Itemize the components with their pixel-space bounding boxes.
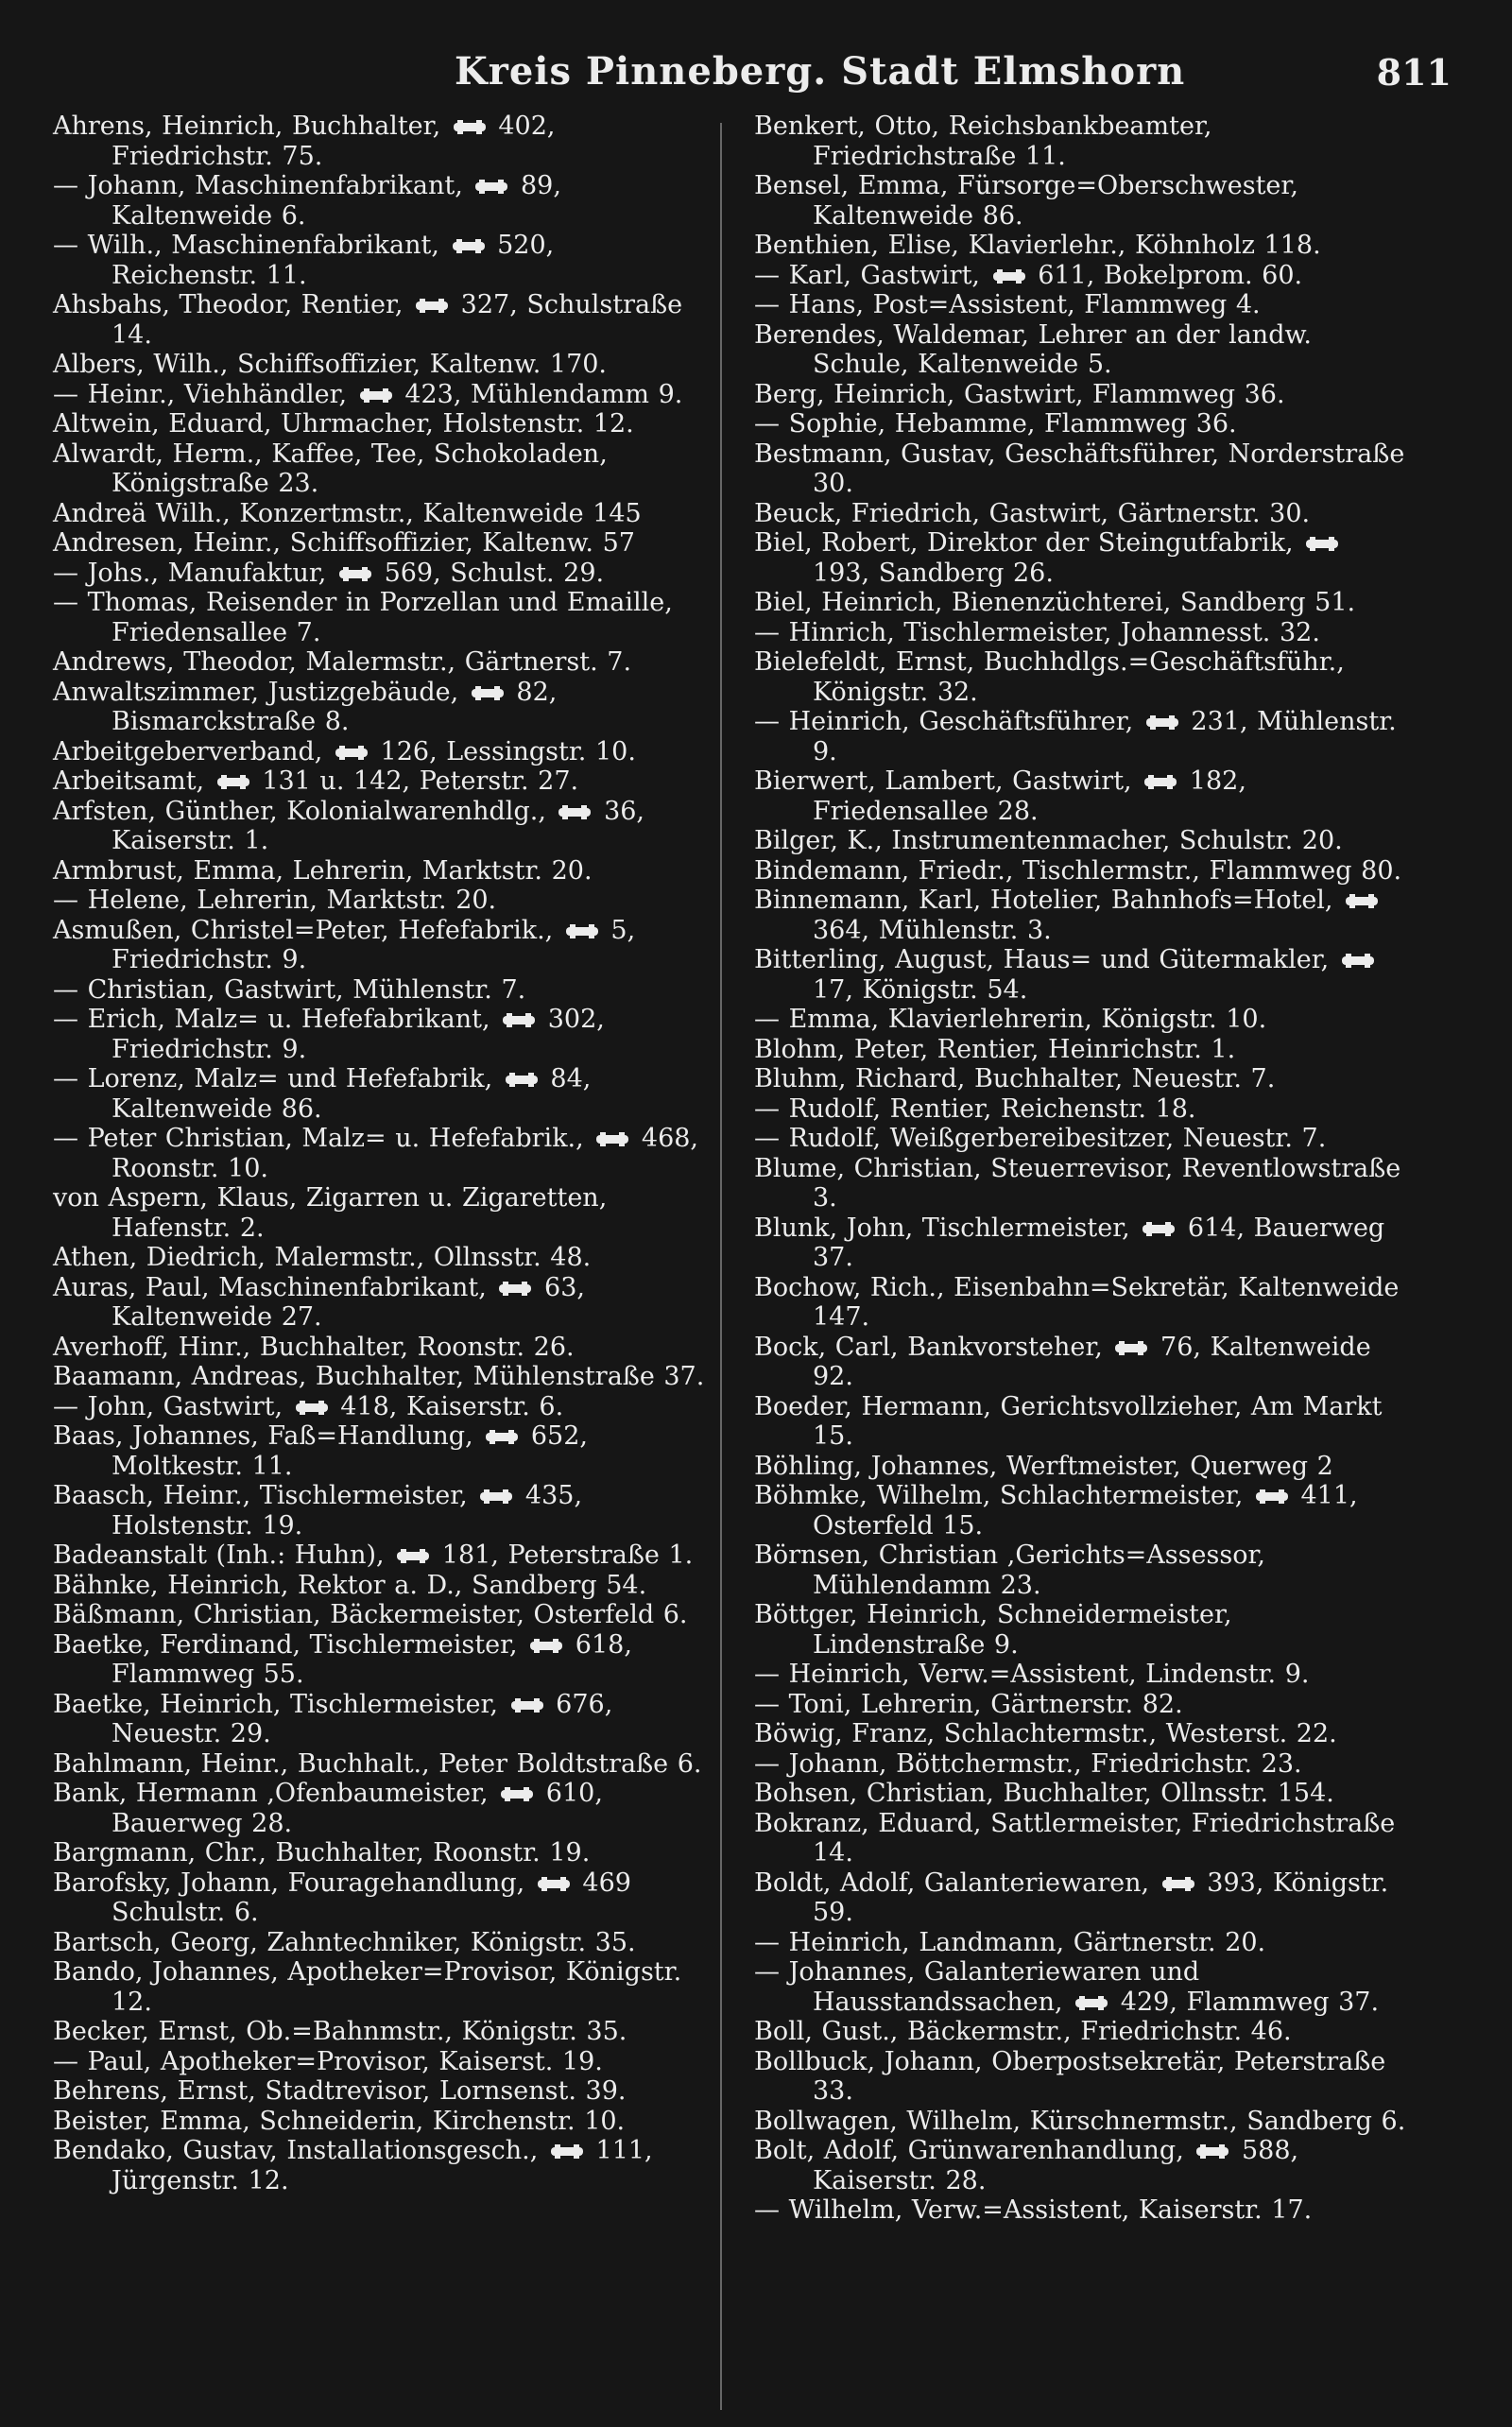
directory-entry: — Heinr., Viehhändler, 423, Mühlendamm 9. xyxy=(53,379,683,409)
directory-entry: — Peter Christian, Malz= u. Hefefabrik., 468, Roonstr. 10. xyxy=(53,1124,699,1183)
directory-entry: — Helene, Lehrerin, Marktstr. 20. xyxy=(53,886,497,915)
directory-entry: Bestmann, Gustav, Geschäftsführer, Norderstraße 30. xyxy=(754,439,1405,498)
telephone-icon xyxy=(530,1639,562,1653)
directory-entry: Baetke, Ferdinand, Tischlermeister, 618, Flammweg 55. xyxy=(53,1629,632,1689)
telephone-icon xyxy=(486,1430,518,1444)
directory-entry: Biel, Robert, Direktor der Steingutfabrik, 193, Sandberg 26. xyxy=(754,528,1406,588)
running-head xyxy=(53,42,1452,108)
directory-entry: Bensel, Emma, Fürsorge=Oberschwester, Kaltenweide 86. xyxy=(754,171,1298,231)
telephone-icon xyxy=(296,1401,328,1415)
telephone-icon xyxy=(596,1132,628,1146)
directory-entry: Bargmann, Chr., Buchhalter, Roonstr. 19. xyxy=(53,1838,591,1868)
directory-entry: Beuck, Friedrich, Gastwirt, Gärtnerstr. 30. xyxy=(754,498,1311,528)
directory-entry: — Heinrich, Geschäftsführer, 231, Mühlenstr. 9. xyxy=(754,707,1397,766)
directory-entry: Bilger, K., Instrumentenmacher, Schulstr. 20. xyxy=(754,826,1343,855)
telephone-icon xyxy=(339,567,371,581)
directory-entry: — Karl, Gastwirt, 611, Bokelprom. 60. xyxy=(754,260,1303,290)
directory-entry: Asmußen, Christel=Peter, Hefefabrik., 5, Friedrichstr. 9. xyxy=(53,915,636,974)
directory-entry: Arfsten, Günther, Kolonialwarenhdlg., 36, Kaiserstr. 1. xyxy=(53,796,645,855)
telephone-icon xyxy=(217,775,249,789)
directory-entry: Berg, Heinrich, Gastwirt, Flammweg 36. xyxy=(754,379,1285,409)
directory-entry: Altwein, Eduard, Uhrmacher, Holstenstr. 12. xyxy=(53,409,634,439)
directory-entry: Bank, Hermann ,Ofenbaumeister, 610, Bauerweg 28. xyxy=(53,1779,603,1838)
directory-entry: Boll, Gust., Bäckermstr., Friedrichstr. 46. xyxy=(754,2017,1292,2046)
directory-entry: Baas, Johannes, Faß=Handlung, 652, Moltkestr. 11. xyxy=(53,1421,588,1481)
directory-entry: Böhling, Johannes, Werftmeister, Querweg 2 xyxy=(754,1451,1333,1481)
telephone-icon xyxy=(1146,715,1178,730)
directory-entry: Bindemann, Friedr., Tischlermstr., Flammweg 80. xyxy=(754,855,1402,886)
directory-entry: Berendes, Waldemar, Lehrer an der landw. Schule, Kaltenweide 5. xyxy=(754,319,1312,379)
telephone-icon xyxy=(454,120,486,134)
telephone-icon xyxy=(475,180,507,194)
directory-entry: Benkert, Otto, Reichsbankbeamter, Friedrichstraße 11. xyxy=(754,112,1212,171)
telephone-icon xyxy=(360,388,392,403)
directory-entry: — Heinrich, Landmann, Gärtnerstr. 20. xyxy=(754,1927,1266,1957)
directory-entry: — Paul, Apotheker=Provisor, Kaiserst. 19. xyxy=(53,2046,603,2076)
directory-entry: Becker, Ernst, Ob.=Bahnmstr., Königstr. 35. xyxy=(53,2017,627,2046)
directory-entry: Albers, Wilh., Schiffsoffizier, Kaltenw. 170. xyxy=(53,350,608,379)
directory-entry: Alwardt, Herm., Kaffee, Tee, Schokoladen, Königstraße 23. xyxy=(53,439,608,498)
directory-entry: Baasch, Heinr., Tischlermeister, 435, Holstenstr. 19. xyxy=(53,1481,583,1541)
directory-entry: von Aspern, Klaus, Zigarren u. Zigaretten, Hafenstr. 2. xyxy=(53,1183,608,1243)
telephone-icon xyxy=(558,805,591,819)
left-column xyxy=(53,112,705,2195)
directory-entry: Biel, Heinrich, Bienenzüchterei, Sandberg 51. xyxy=(754,588,1356,617)
directory-entry: Bolt, Adolf, Grünwarenhandlung, 588, Kaiserstr. 28. xyxy=(754,2136,1299,2195)
telephone-icon xyxy=(1346,894,1378,908)
directory-entry: — Johann, Maschinenfabrikant, 89, Kaltenweide 6. xyxy=(53,171,561,231)
directory-entry: Blunk, John, Tischlermeister, 614, Bauerweg 37. xyxy=(754,1213,1385,1272)
directory-entry: Börnsen, Christian ,Gerichts=Assessor, Mühlendamm 23. xyxy=(754,1541,1265,1600)
directory-entry: Bochow, Rich., Eisenbahn=Sekretär, Kaltenweide 147. xyxy=(754,1272,1400,1332)
directory-entry: — Christian, Gastwirt, Mühlenstr. 7. xyxy=(53,974,526,1005)
telephone-icon xyxy=(480,1489,512,1504)
directory-entry: Bollwagen, Wilhelm, Kürschnermstr., Sandberg 6. xyxy=(754,2106,1406,2136)
directory-entry: — Rudolf, Rentier, Reichenstr. 18. xyxy=(754,1093,1196,1124)
directory-entry: Andreä Wilh., Konzertmstr., Kaltenweide 145 xyxy=(53,498,642,528)
directory-entry: Blume, Christian, Steuerrevisor, Reventlowstraße 3. xyxy=(754,1153,1401,1213)
directory-entry: — John, Gastwirt, 418, Kaiserstr. 6. xyxy=(53,1391,564,1421)
directory-entry: Anwaltszimmer, Justizgebäude, 82, Bismarckstraße 8. xyxy=(53,677,558,736)
directory-entry: Bielefeldt, Ernst, Buchhdlgs.=Geschäftsführ., Königstr. 32. xyxy=(754,647,1345,707)
column-divider xyxy=(720,123,722,2410)
telephone-icon xyxy=(335,746,368,760)
telephone-icon xyxy=(472,686,504,700)
directory-entry: Barofsky, Johann, Fouragehandlung, 469 Schulstr. 6. xyxy=(53,1868,631,1927)
directory-entry: — Thomas, Reisender in Porzellan und Emaille, Friedensallee 7. xyxy=(53,588,673,647)
telephone-icon xyxy=(506,1073,538,1087)
directory-entry: Averhoff, Hinr., Buchhalter, Roonstr. 26. xyxy=(53,1332,575,1362)
directory-entry: — Erich, Malz= u. Hefefabrikant, 302, Friedrichstr. 9. xyxy=(53,1005,605,1064)
telephone-icon xyxy=(1144,775,1177,789)
directory-entry: Behrens, Ernst, Stadtrevisor, Lornsenst. 39. xyxy=(53,2076,627,2106)
telephone-icon xyxy=(1162,1877,1194,1891)
directory-entry: — Sophie, Hebamme, Flammweg 36. xyxy=(754,409,1237,439)
telephone-icon xyxy=(453,239,485,253)
directory-entry: — Heinrich, Verw.=Assistent, Lindenstr. 9. xyxy=(754,1660,1310,1689)
telephone-icon xyxy=(511,1698,543,1713)
directory-entry: Andresen, Heinr., Schiffsoffizier, Kaltenw. 57 xyxy=(53,528,635,558)
telephone-icon xyxy=(397,1549,429,1563)
directory-entry: Blohm, Peter, Rentier, Heinrichstr. 1. xyxy=(754,1034,1236,1064)
telephone-icon xyxy=(499,1282,531,1296)
directory-entry: Bendako, Gustav, Installationsgesch., 111, Jürgenstr. 12. xyxy=(53,2136,653,2195)
directory-entry: Bahlmann, Heinr., Buchhalt., Peter Boldtstraße 6. xyxy=(53,1748,702,1779)
directory-entry: Böwig, Franz, Schlachtermstr., Westerst. 22. xyxy=(754,1719,1337,1748)
directory-entry: — Hans, Post=Assistent, Flammweg 4. xyxy=(754,290,1261,319)
telephone-icon xyxy=(503,1013,535,1027)
telephone-icon xyxy=(416,299,448,313)
telephone-icon xyxy=(538,1877,570,1891)
directory-entry: Böttger, Heinrich, Schneidermeister, Lindenstraße 9. xyxy=(754,1600,1232,1660)
directory-entry: — Wilh., Maschinenfabrikant, 520, Reichenstr. 11. xyxy=(53,231,555,290)
telephone-icon xyxy=(551,2144,583,2159)
directory-entry: Auras, Paul, Maschinenfabrikant, 63, Kaltenweide 27. xyxy=(53,1272,585,1332)
directory-entry: Bohsen, Christian, Buchhalter, Ollnsstr. 154. xyxy=(754,1779,1334,1808)
right-column xyxy=(754,112,1406,2226)
telephone-icon xyxy=(1196,2144,1228,2159)
directory-entry: Boeder, Hermann, Gerichtsvollzieher, Am Markt 15. xyxy=(754,1391,1383,1451)
directory-entry: Bitterling, August, Haus= und Gütermakler, 17, Königstr. 54. xyxy=(754,945,1406,1005)
directory-entry: Bando, Johannes, Apotheker=Provisor, Königstr. 12. xyxy=(53,1957,682,2017)
directory-entry: Bock, Carl, Bankvorsteher, 76, Kaltenweide 92. xyxy=(754,1332,1371,1391)
directory-entry: Badeanstalt (Inh.: Huhn), 181, Peterstraße 1. xyxy=(53,1541,694,1570)
directory-entry: Bollbuck, Johann, Oberpostsekretär, Peterstraße 33. xyxy=(754,2046,1386,2106)
directory-entry: Arbeitgeberverband, 126, Lessingstr. 10. xyxy=(53,736,636,766)
directory-entry: Ahsbahs, Theodor, Rentier, 327, Schulstraße 14. xyxy=(53,290,683,350)
directory-entry: Böhmke, Wilhelm, Schlachtermeister, 411, Osterfeld 15. xyxy=(754,1481,1358,1541)
directory-entry: Benthien, Elise, Klavierlehr., Köhnholz 118. xyxy=(754,231,1321,260)
telephone-icon xyxy=(993,269,1025,284)
telephone-icon xyxy=(1306,537,1338,551)
telephone-icon xyxy=(1075,1996,1108,2010)
directory-entry: Bähnke, Heinrich, Rektor a. D., Sandberg 54. xyxy=(53,1570,647,1600)
directory-entry: Bierwert, Lambert, Gastwirt, 182, Friedensallee 28. xyxy=(754,766,1246,826)
telephone-icon xyxy=(1342,954,1374,968)
directory-entry: Binnemann, Karl, Hotelier, Bahnhofs=Hotel, 364, Mühlenstr. 3. xyxy=(754,886,1406,945)
telephone-icon xyxy=(1143,1222,1175,1236)
directory-entry: Baetke, Heinrich, Tischlermeister, 676, Neuestr. 29. xyxy=(53,1689,613,1748)
directory-entry: Baamann, Andreas, Buchhalter, Mühlenstraße 37. xyxy=(53,1362,705,1391)
directory-entry: Armbrust, Emma, Lehrerin, Marktstr. 20. xyxy=(53,855,593,886)
directory-entry: Arbeitsamt, 131 u. 142, Peterstr. 27. xyxy=(53,766,579,796)
directory-entry: Beister, Emma, Schneiderin, Kirchenstr. 10. xyxy=(53,2106,626,2136)
directory-entry: Bokranz, Eduard, Sattlermeister, Friedrichstraße 14. xyxy=(754,1808,1396,1868)
directory-entry: Bluhm, Richard, Buchhalter, Neuestr. 7. xyxy=(754,1064,1276,1093)
directory-entry: — Johann, Böttchermstr., Friedrichstr. 23. xyxy=(754,1748,1302,1779)
telephone-icon xyxy=(1256,1489,1288,1504)
directory-entry: Bartsch, Georg, Zahntechniker, Königstr. 35. xyxy=(53,1927,636,1957)
directory-entry: — Wilhelm, Verw.=Assistent, Kaiserstr. 17. xyxy=(754,2195,1313,2225)
directory-entry: — Johannes, Galanteriewaren und Hausstandssachen, 429, Flammweg 37. xyxy=(754,1957,1380,2017)
directory-entry: Ahrens, Heinrich, Buchhalter, 402, Friedrichstr. 75. xyxy=(53,112,556,171)
page-number: 811 xyxy=(1376,51,1452,94)
telephone-icon xyxy=(566,924,598,938)
directory-entry: — Emma, Klavierlehrerin, Königstr. 10. xyxy=(754,1005,1267,1034)
page-title: Kreis Pinneberg. Stadt Elmshorn xyxy=(455,49,1186,94)
telephone-icon xyxy=(1115,1341,1147,1355)
directory-entry: — Lorenz, Malz= und Hefefabrik, 84, Kaltenweide 86. xyxy=(53,1064,592,1124)
directory-entry: — Johs., Manufaktur, 569, Schulst. 29. xyxy=(53,558,605,588)
telephone-icon xyxy=(501,1787,533,1801)
directory-entry: — Rudolf, Weißgerbereibesitzer, Neuestr. 7. xyxy=(754,1124,1327,1153)
directory-entry: Boldt, Adolf, Galanteriewaren, 393, Königstr. 59. xyxy=(754,1868,1389,1927)
directory-entry: Andrews, Theodor, Malermstr., Gärtnerst. 7. xyxy=(53,647,632,677)
directory-entry: — Toni, Lehrerin, Gärtnerstr. 82. xyxy=(754,1689,1183,1719)
directory-entry: — Hinrich, Tischlermeister, Johannesst. 32. xyxy=(754,617,1320,647)
directory-entry: Bäßmann, Christian, Bäckermeister, Osterfeld 6. xyxy=(53,1600,688,1629)
directory-entry: Athen, Diedrich, Malermstr., Ollnsstr. 48. xyxy=(53,1243,592,1272)
